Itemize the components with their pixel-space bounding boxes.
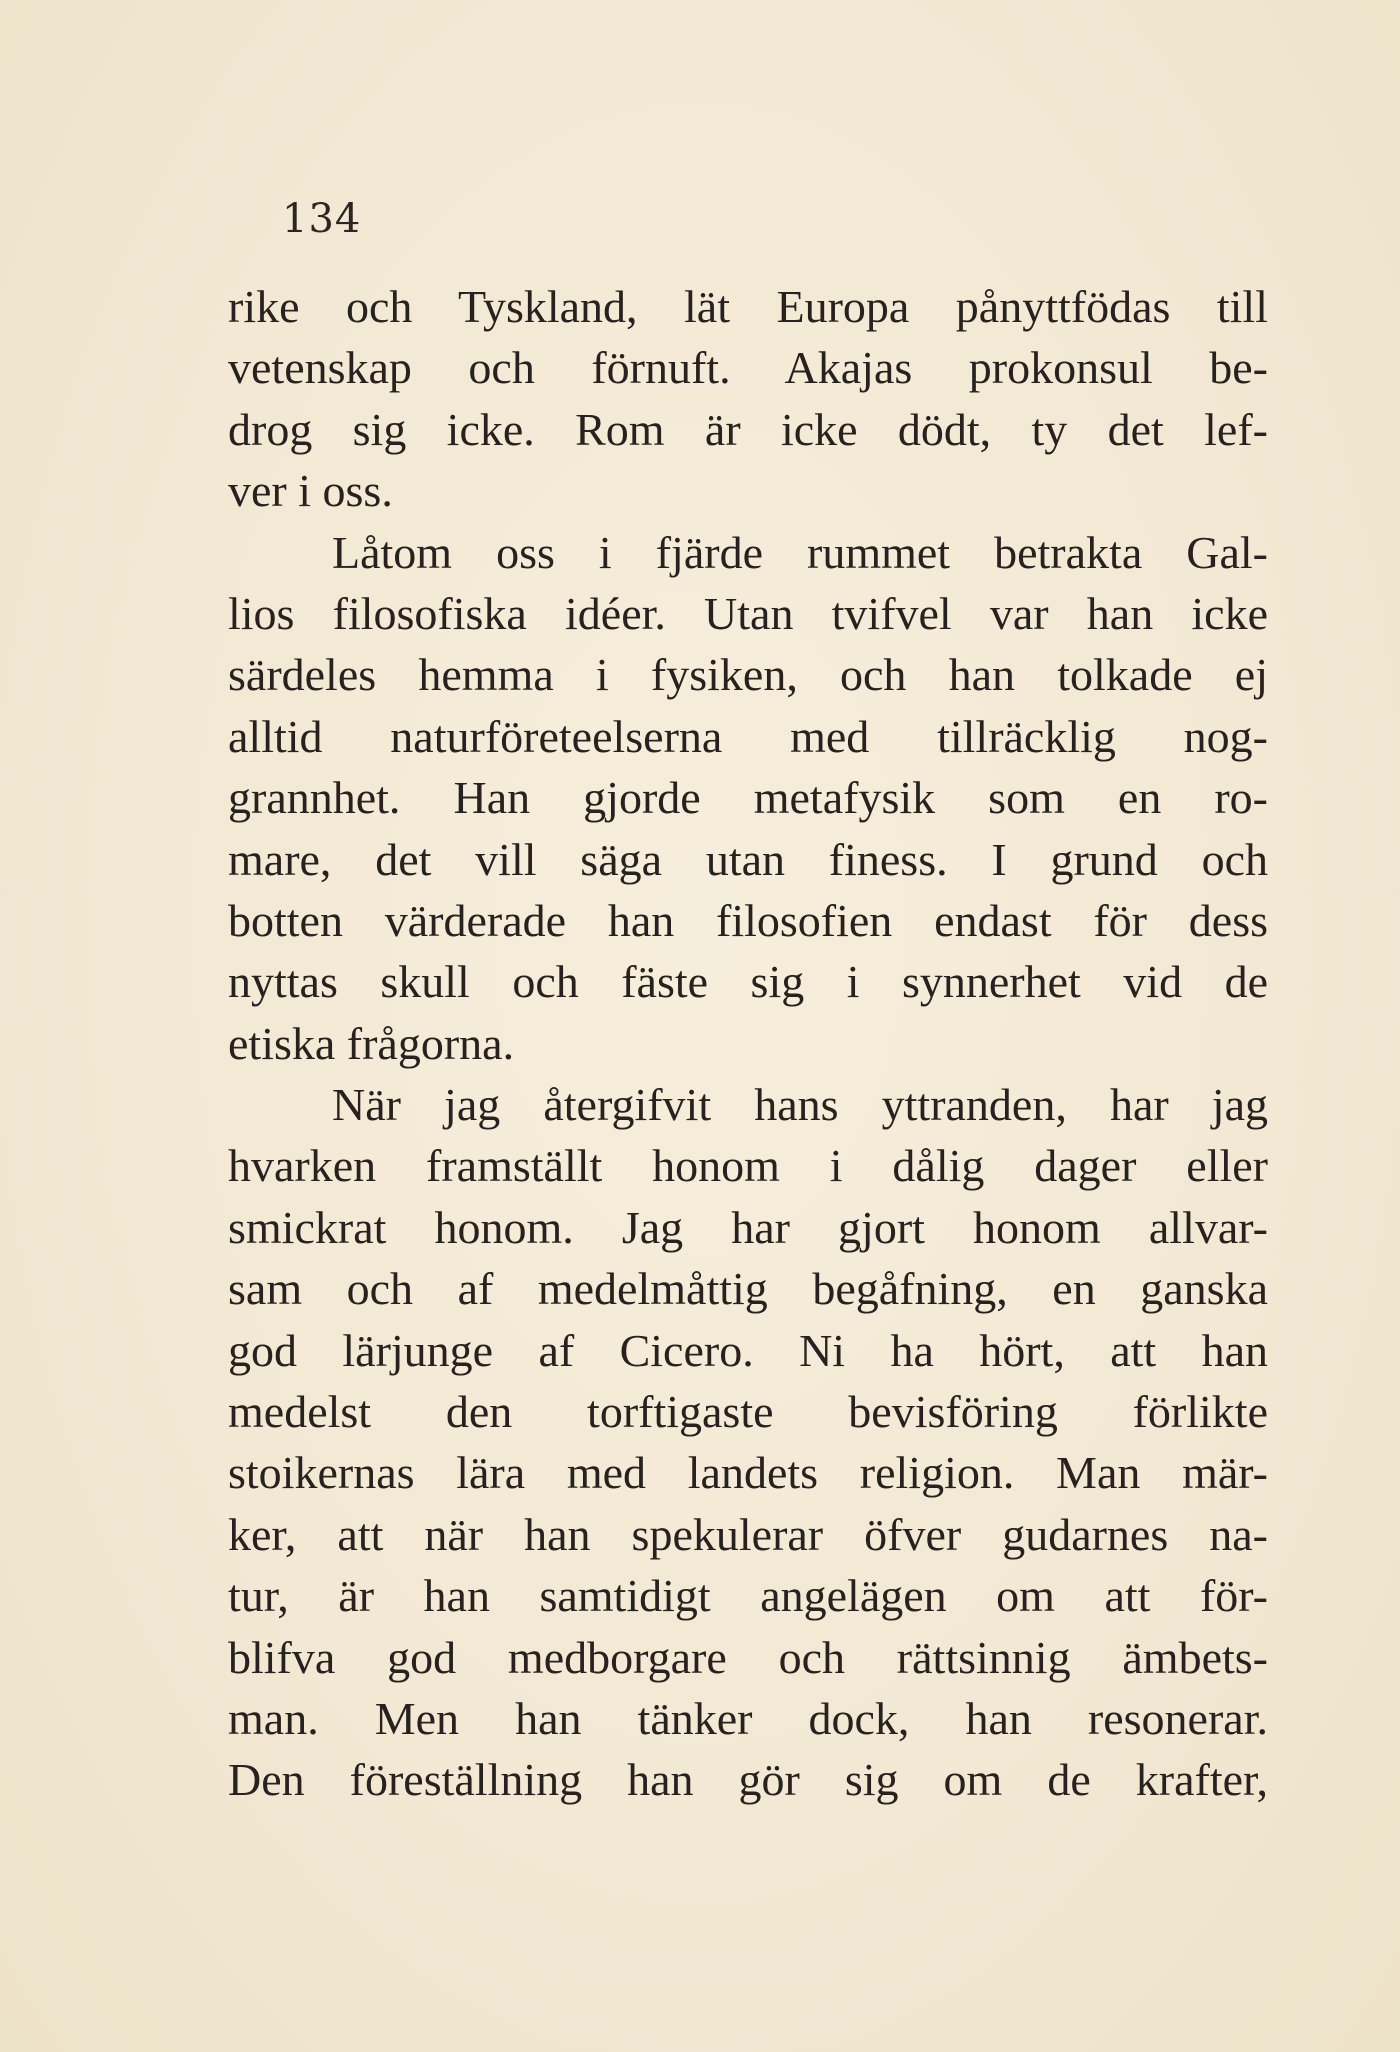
- body-text: [228, 276, 1268, 1811]
- text-line: mare, det vill säga utan finess. I grund och: [228, 833, 1268, 885]
- text-line: medelst den torftigaste bevisföring förlikte: [228, 1386, 1268, 1438]
- text-line: blifva god medborgare och rättsinnig ämbets-: [228, 1631, 1268, 1683]
- text-line: sam och af medelmåttig begåfning, en ganska: [228, 1263, 1268, 1315]
- text-line: särdeles hemma i fysiken, och han tolkade ej: [228, 649, 1268, 701]
- text-line: hvarken framställt honom i dålig dager eller: [228, 1140, 1268, 1192]
- paragraph-start-line: När jag återgifvit hans yttranden, har jag: [332, 1079, 1268, 1131]
- paragraph-start-line: Låtom oss i fjärde rummet betrakta Gal-: [332, 526, 1268, 578]
- text-line: nyttas skull och fäste sig i synnerhet vid de: [228, 956, 1268, 1008]
- text-line: vetenskap och förnuft. Akajas prokonsul be-: [228, 342, 1268, 394]
- text-line: man. Men han tänker dock, han resonerar.: [228, 1692, 1268, 1744]
- text-line: god lärjunge af Cicero. Ni ha hört, att han: [228, 1324, 1268, 1376]
- text-line: etiska frågorna.: [228, 1017, 515, 1069]
- page-number: 134: [282, 196, 362, 242]
- text-line: alltid naturföreteelserna med tillräcklig nog-: [228, 710, 1268, 762]
- text-line: grannhet. Han gjorde metafysik som en ro-: [228, 772, 1268, 824]
- text-line: rike och Tyskland, lät Europa pånyttfödas till: [228, 281, 1268, 332]
- text-line: botten värderade han filosofien endast för dess: [228, 894, 1268, 946]
- text-line: ver i oss.: [228, 465, 393, 517]
- text-line: tur, är han samtidigt angelägen om att för-: [228, 1570, 1268, 1622]
- text-line: lios filosofiska idéer. Utan tvifvel var han icke: [228, 587, 1268, 639]
- text-line: ker, att när han spekulerar öfver gudarnes na-: [228, 1508, 1268, 1560]
- text-line: Den föreställning han gör sig om de krafter,: [228, 1754, 1268, 1806]
- text-line: drog sig icke. Rom är icke dödt, ty det lef-: [228, 403, 1268, 455]
- text-line: stoikernas lära med landets religion. Man mär-: [228, 1447, 1268, 1499]
- text-line: smickrat honom. Jag har gjort honom allvar-: [228, 1201, 1268, 1253]
